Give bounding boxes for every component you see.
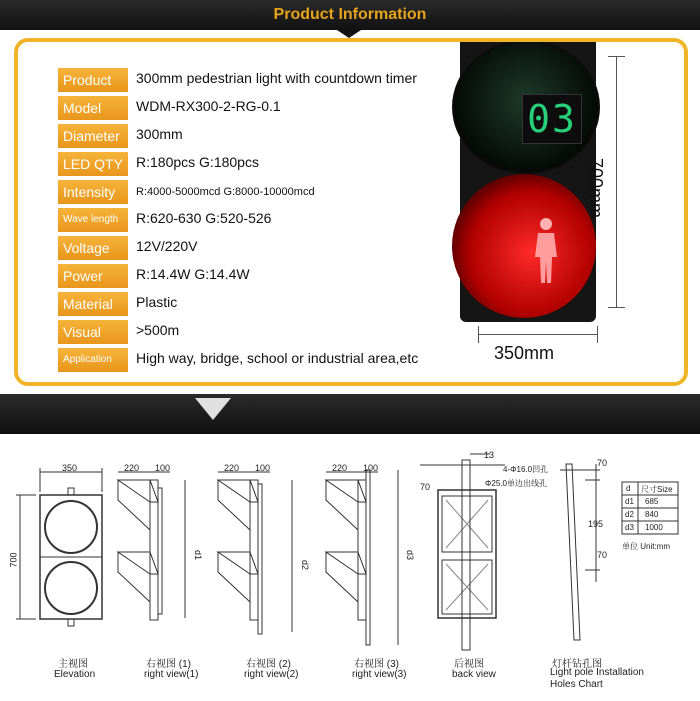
product-info-card — [14, 38, 688, 386]
spec-label: Model — [58, 96, 128, 120]
right2-dim-a: 220 — [224, 463, 240, 473]
countdown-display: 03 — [522, 94, 582, 144]
spec-row-product — [58, 68, 478, 92]
spec-label: Power — [58, 264, 128, 288]
back-dim-b: 70 — [420, 482, 431, 492]
right1-side: d1 — [193, 549, 204, 561]
back-hole-note-2: Φ25.0单边出线孔 — [485, 479, 547, 488]
right1-caption-cn: 右视图 (1) — [146, 659, 191, 670]
spec-value: R:180pcs G:180pcs — [136, 154, 259, 170]
back-dim-a: 13 — [484, 450, 495, 460]
width-dimension-line — [478, 334, 598, 335]
pole-dim-mid: 195 — [588, 519, 604, 529]
header-notch — [337, 30, 361, 38]
spec-row-wavelength — [58, 208, 478, 232]
right2-dim-b: 100 — [255, 463, 271, 473]
elevation-drawing — [16, 468, 102, 626]
pole-drawing — [560, 464, 600, 640]
spec-row-intensity — [58, 180, 478, 204]
size-table-row-d3: d3 — [625, 523, 634, 532]
back-hole-note-1: 4-Φ16.0凹孔 — [503, 465, 549, 474]
header-title: Product Information — [273, 6, 427, 23]
size-table-head-size: 尺寸Size — [641, 485, 673, 494]
size-table-val-d2: 840 — [645, 510, 659, 519]
right2-caption-cn: 右视图 (2) — [246, 659, 291, 670]
spec-value: 300mm pedestrian light with countdown timer — [136, 70, 417, 86]
pole-caption-en-1: Light pole Installation — [550, 667, 644, 678]
right3-dim-b: 100 — [363, 463, 379, 473]
spec-value: 300mm — [136, 126, 183, 142]
pole-dim-bot: 70 — [597, 550, 608, 560]
traffic-light-photo — [450, 38, 600, 332]
spec-row-material — [58, 292, 478, 316]
elevation-height: 700 — [8, 552, 19, 568]
spec-row-led-qty — [58, 152, 478, 176]
pole-caption-en-2: Holes Chart — [550, 679, 603, 690]
spec-label: LED QTY — [58, 152, 128, 176]
spec-value: R:4000-5000mcd G:8000-10000mcd — [136, 186, 315, 198]
spec-row-visual — [58, 320, 478, 344]
spec-value: High way, bridge, school or industrial area,etc — [136, 350, 419, 366]
right1-dim-a: 220 — [124, 463, 140, 473]
spec-value: Plastic — [136, 294, 178, 310]
elevation-caption-cn: 主视图 — [58, 659, 88, 670]
back-caption-cn: 后视图 — [454, 659, 484, 670]
height-dimension-line — [616, 56, 617, 308]
spec-row-diameter — [58, 124, 478, 148]
spec-value: >500m — [136, 322, 180, 338]
back-caption-en: back view — [452, 669, 496, 680]
spec-value: 12V/220V — [136, 238, 198, 254]
spec-label: Product — [58, 68, 128, 92]
red-lens — [452, 174, 596, 318]
spec-value: WDM-RX300-2-RG-0.1 — [136, 98, 281, 114]
down-arrow-icon — [195, 398, 231, 420]
header-bar — [0, 0, 700, 30]
spec-row-model — [58, 96, 478, 120]
right-view-1-drawing — [118, 472, 185, 620]
pole-dim-top: 70 — [597, 458, 608, 468]
width-dimension-label: 350mm — [494, 343, 555, 363]
spec-label: Intensity — [58, 180, 128, 204]
right2-side: d2 — [300, 559, 311, 571]
size-table-val-d3: 1000 — [645, 523, 663, 532]
elevation-width: 350 — [62, 463, 78, 473]
right3-caption-cn: 右视图 (3) — [354, 659, 399, 670]
right-view-2-drawing — [218, 472, 292, 634]
pedestrian-icon — [530, 217, 562, 285]
right1-dim-b: 100 — [155, 463, 171, 473]
pole-caption-cn: 灯杆钻孔图 — [552, 659, 602, 670]
right3-side: d3 — [405, 549, 416, 561]
right-view-3-drawing — [326, 470, 398, 645]
spec-row-application — [58, 348, 478, 372]
right1-caption-en: right view(1) — [144, 669, 199, 680]
right3-dim-a: 220 — [332, 463, 348, 473]
spec-label: Visual — [58, 320, 128, 344]
size-table-val-d1: 685 — [645, 497, 659, 506]
spec-label: Material — [58, 292, 128, 316]
spec-label: Diameter — [58, 124, 128, 148]
height-dimension-label: 700mm — [586, 158, 606, 219]
right2-caption-en: right view(2) — [244, 669, 299, 680]
right3-caption-en: right view(3) — [352, 669, 407, 680]
spec-row-power — [58, 264, 478, 288]
spec-label: Voltage — [58, 236, 128, 260]
section-divider-bar — [0, 394, 700, 434]
size-table-head-d: d — [626, 484, 631, 493]
spec-value: R:14.4W G:14.4W — [136, 266, 250, 282]
elevation-caption-en: Elevation — [54, 669, 96, 680]
spec-label: Application — [58, 348, 128, 372]
size-table-row-d1: d1 — [625, 497, 634, 506]
size-table-row-d2: d2 — [625, 510, 634, 519]
spec-value: R:620-630 G:520-526 — [136, 210, 272, 226]
spec-row-voltage — [58, 236, 478, 260]
size-table-unit: 单位 Unit:mm — [622, 542, 670, 551]
spec-label: Wave length — [58, 208, 128, 232]
